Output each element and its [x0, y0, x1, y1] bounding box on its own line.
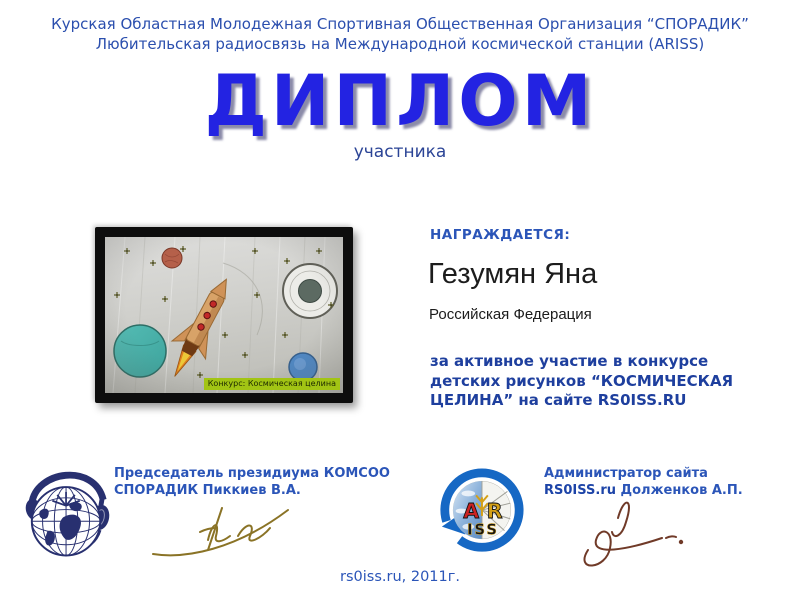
right-signature-icon: [566, 488, 706, 574]
right-signatory-line-1: Администратор сайта: [544, 466, 708, 481]
diploma-title: ДИПЛОМ: [204, 60, 596, 142]
artwork-drawing: [105, 237, 343, 393]
recipient-name: Гезумян Яна: [428, 258, 598, 290]
site-name: RS0ISS.ru: [544, 482, 617, 498]
ariss-letter-r: R: [486, 498, 503, 523]
footer-site-year: rs0iss.ru, 2011г.: [340, 569, 460, 585]
header-line-2: Любительская радиосвязь на Международной космической станции (ARISS): [95, 34, 705, 53]
left-signatory-line-1: Председатель президиума КОМСОО: [114, 466, 390, 481]
artwork-caption: Конкурс: Космическая целина: [204, 378, 340, 390]
header-line-1: Курская Областная Молодежная Спортивная Общественная Организация “СПОРАДИК”: [51, 15, 749, 33]
ariss-letter-a: A: [463, 498, 480, 523]
left-signatory-line-2: СПОРАДИК Пиккиев В.А.: [114, 482, 301, 498]
award-reason: за активное участие в конкурсе детских рисунков “КОСМИЧЕСКАЯ ЦЕЛИНА” на сайте RS0ISS.RU: [430, 352, 734, 409]
award-label: НАГРАЖДАЕТСЯ:: [430, 227, 571, 243]
sporadik-globe-logo-icon: [24, 460, 112, 568]
left-signature-icon: [150, 492, 300, 568]
ariss-logo-icon: [436, 462, 526, 566]
organization-header: [0, 15, 800, 54]
artwork-photo: [95, 227, 353, 403]
ariss-iss-label: ISS: [467, 521, 499, 539]
recipient-country: Российская Федерация: [429, 306, 592, 323]
diploma-subtitle: участника: [353, 142, 447, 162]
admin-name: Долженков А.П.: [620, 482, 743, 498]
